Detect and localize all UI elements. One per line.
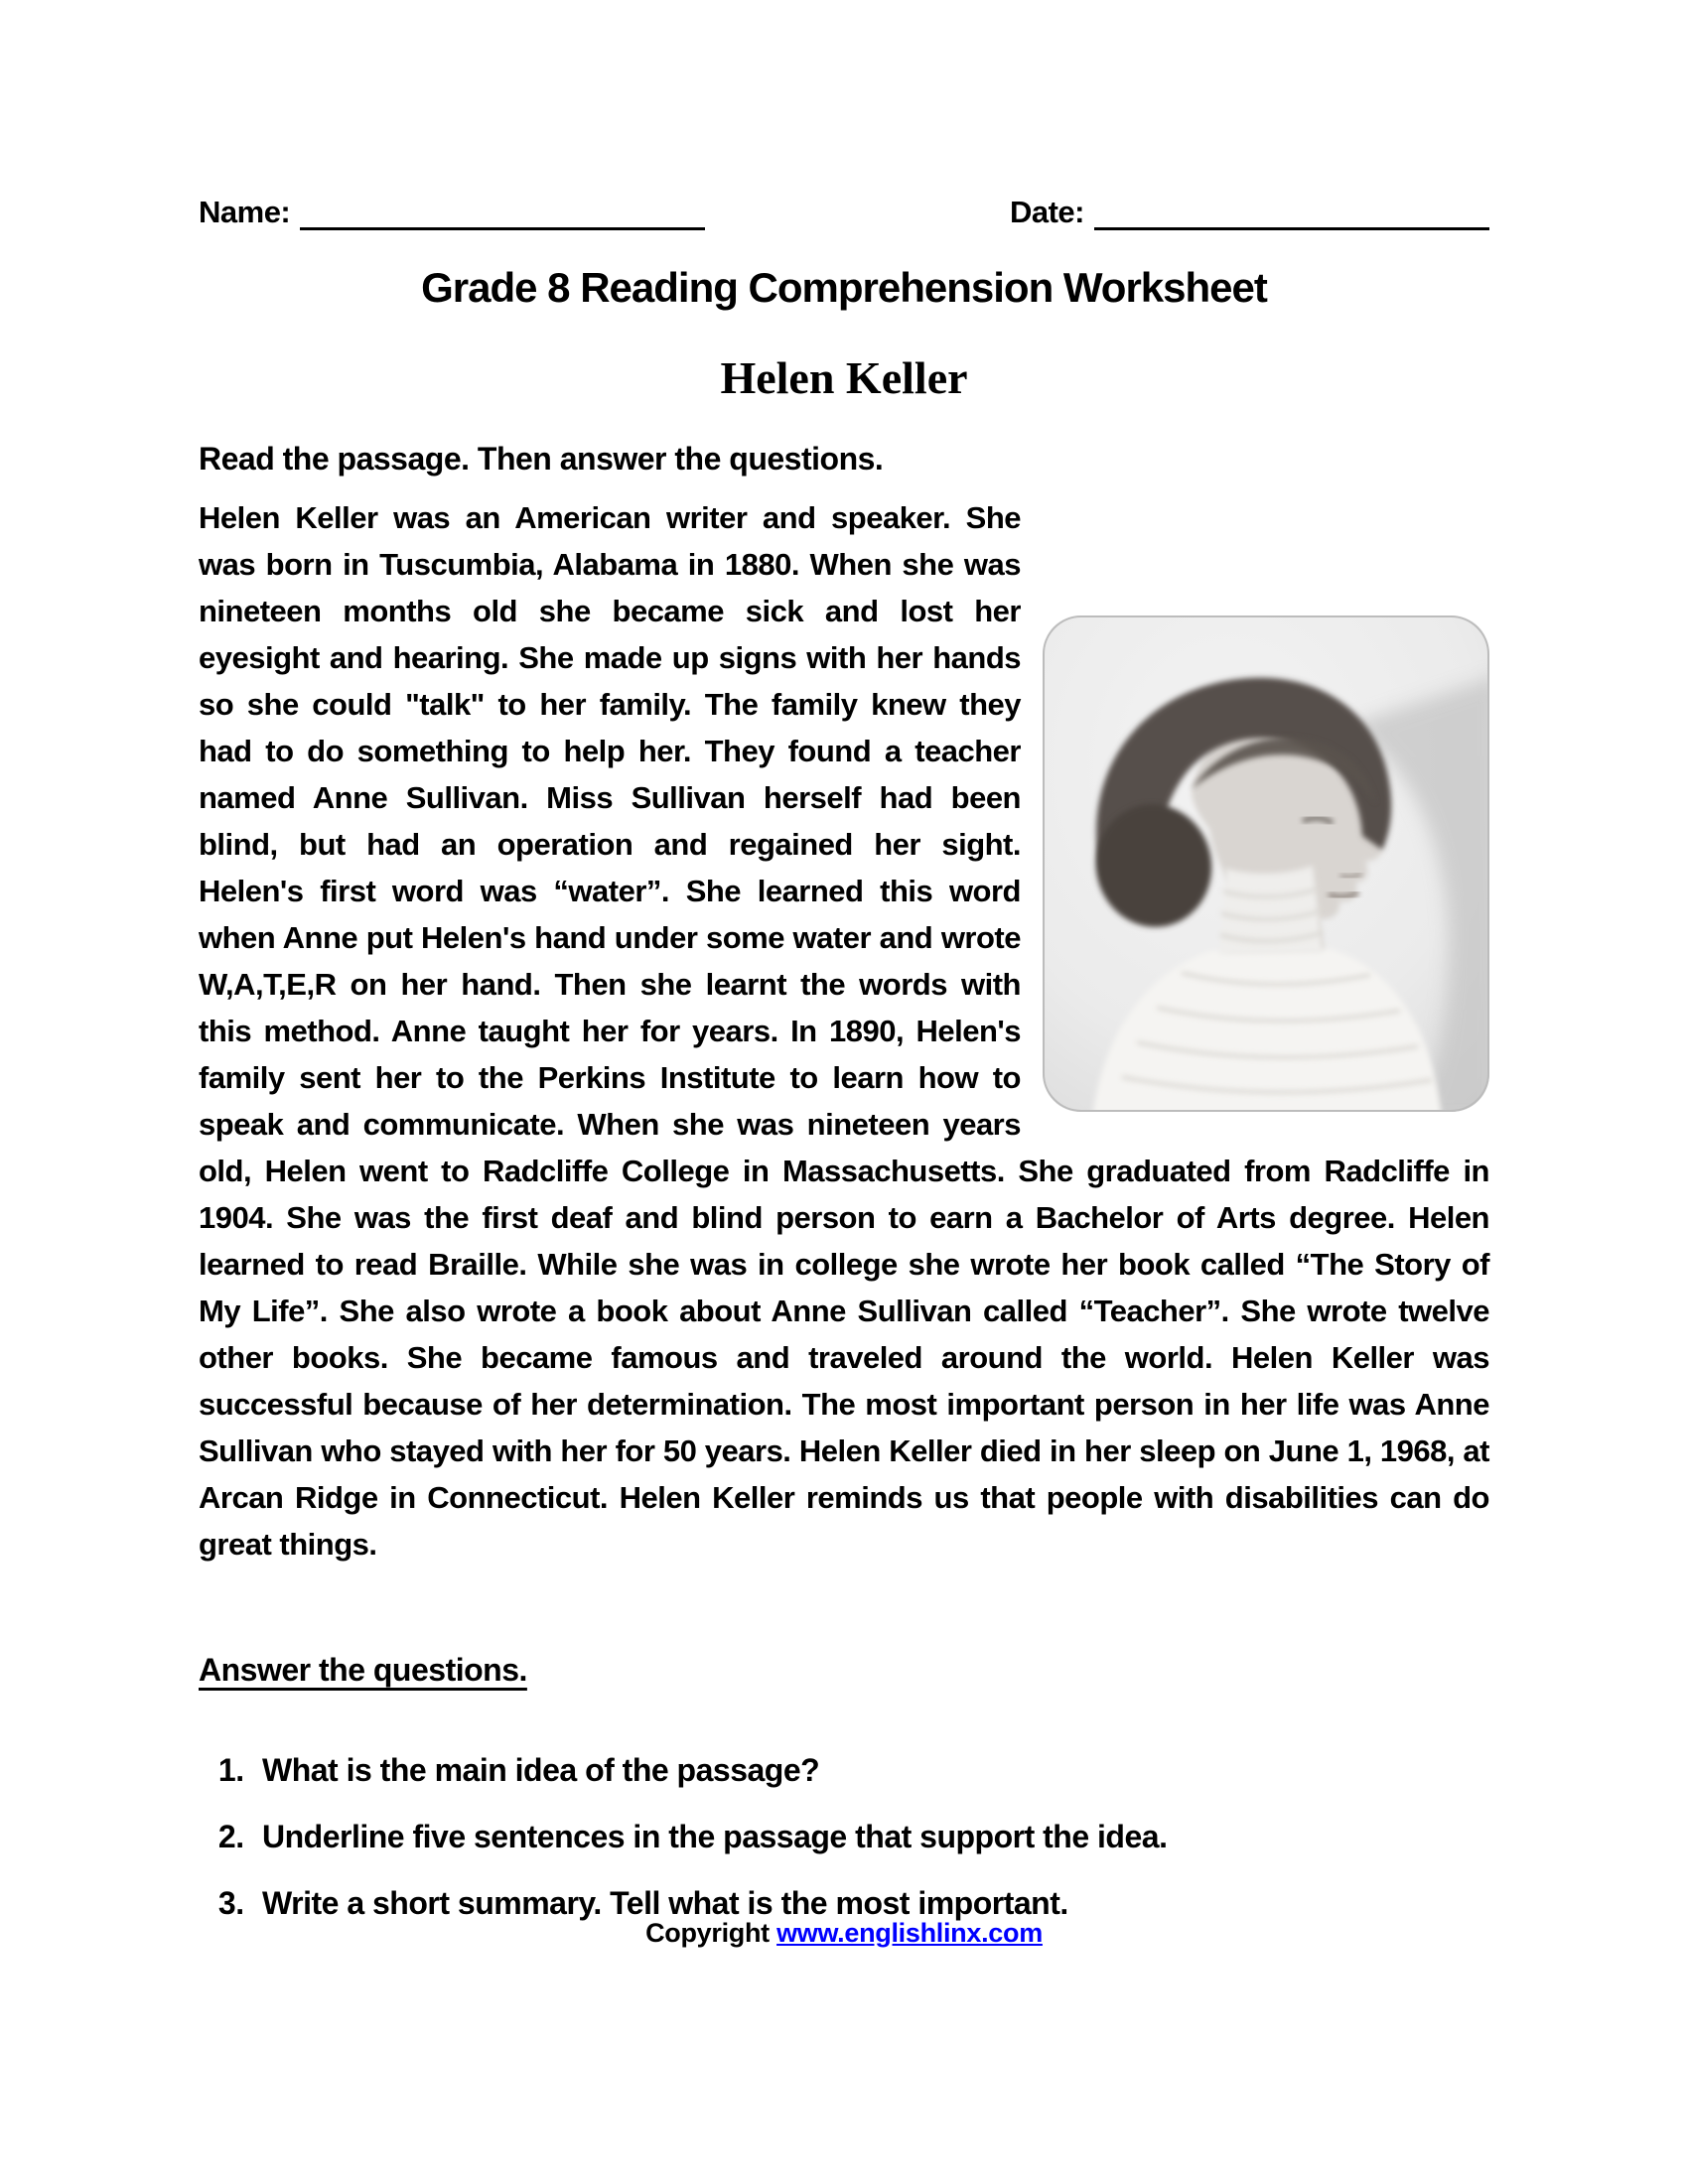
date-blank-line xyxy=(1094,196,1489,230)
name-blank-line xyxy=(300,196,705,230)
instruction-text: Read the passage. Then answer the questions. xyxy=(199,441,884,477)
copyright-link[interactable]: www.englishlinx.com xyxy=(776,1918,1043,1948)
passage-block xyxy=(199,494,1489,1568)
question-item-3: 3. Write a short summary. Tell what is the most important. xyxy=(252,1880,1539,1927)
question-item-1: 1. What is the main idea of the passage? xyxy=(252,1747,1539,1794)
copyright-label: Copyright xyxy=(645,1918,770,1948)
name-field xyxy=(199,195,705,230)
question-list xyxy=(203,1747,1539,1947)
worksheet-title: Grade 8 Reading Comprehension Worksheet xyxy=(421,264,1267,311)
date-field xyxy=(1010,195,1489,230)
header-row xyxy=(199,195,1489,230)
footer-copyright xyxy=(0,1918,1688,1949)
passage-text: Helen Keller was an American writer and speaker. She was born in Tuscumbia, Alabama in 1880. When she was nineteen months old she became sick and lost her eyesight and hearing. She made up signs with her hands so she could "talk" to her family. The family knew they had to do something to help her. They found a teacher named Anne Sullivan. Miss Sullivan herself had been blind, but had an operation and regained her sight. Helen's first word was “water”. She learned this word when Anne put Helen's hand under some water and wrote W,A,T,E,R on her hand. Then she learnt the words with this method. Anne taught her for years. In 1890, Helen's family sent her to the Perkins Institute to learn how to speak and communicate. When she was nineteen years old, Helen went to Radcliffe College in Massachusetts. She graduated from Radcliffe in 1904. She was the first deaf and blind person to earn a Bachelor of Arts degree. Helen learned to read Braille. While she was in college she wrote her book called “The Story of My Life”. She also wrote a book about Anne Sullivan called “Teacher”. She wrote twelve other books. She became famous and traveled around the world. Helen Keller was successful because of her determination. The most important person in her life was Anne Sullivan who stayed with her for 50 years. Helen Keller died in her sleep on June 1, 1968, at Arcan Ridge in Connecticut. Helen Keller reminds us that people with disabilities can do great things. xyxy=(199,500,1489,1562)
date-label: Date: xyxy=(1009,195,1084,229)
name-label: Name: xyxy=(199,195,291,229)
question-item-2: 2. Underline five sentences in the passage that support the idea. xyxy=(252,1814,1539,1860)
passage-title: Helen Keller xyxy=(720,352,968,403)
questions-heading: Answer the questions. xyxy=(199,1652,527,1688)
helen-keller-photo xyxy=(1043,615,1489,1112)
portrait-photo-graphic xyxy=(1043,615,1489,1112)
